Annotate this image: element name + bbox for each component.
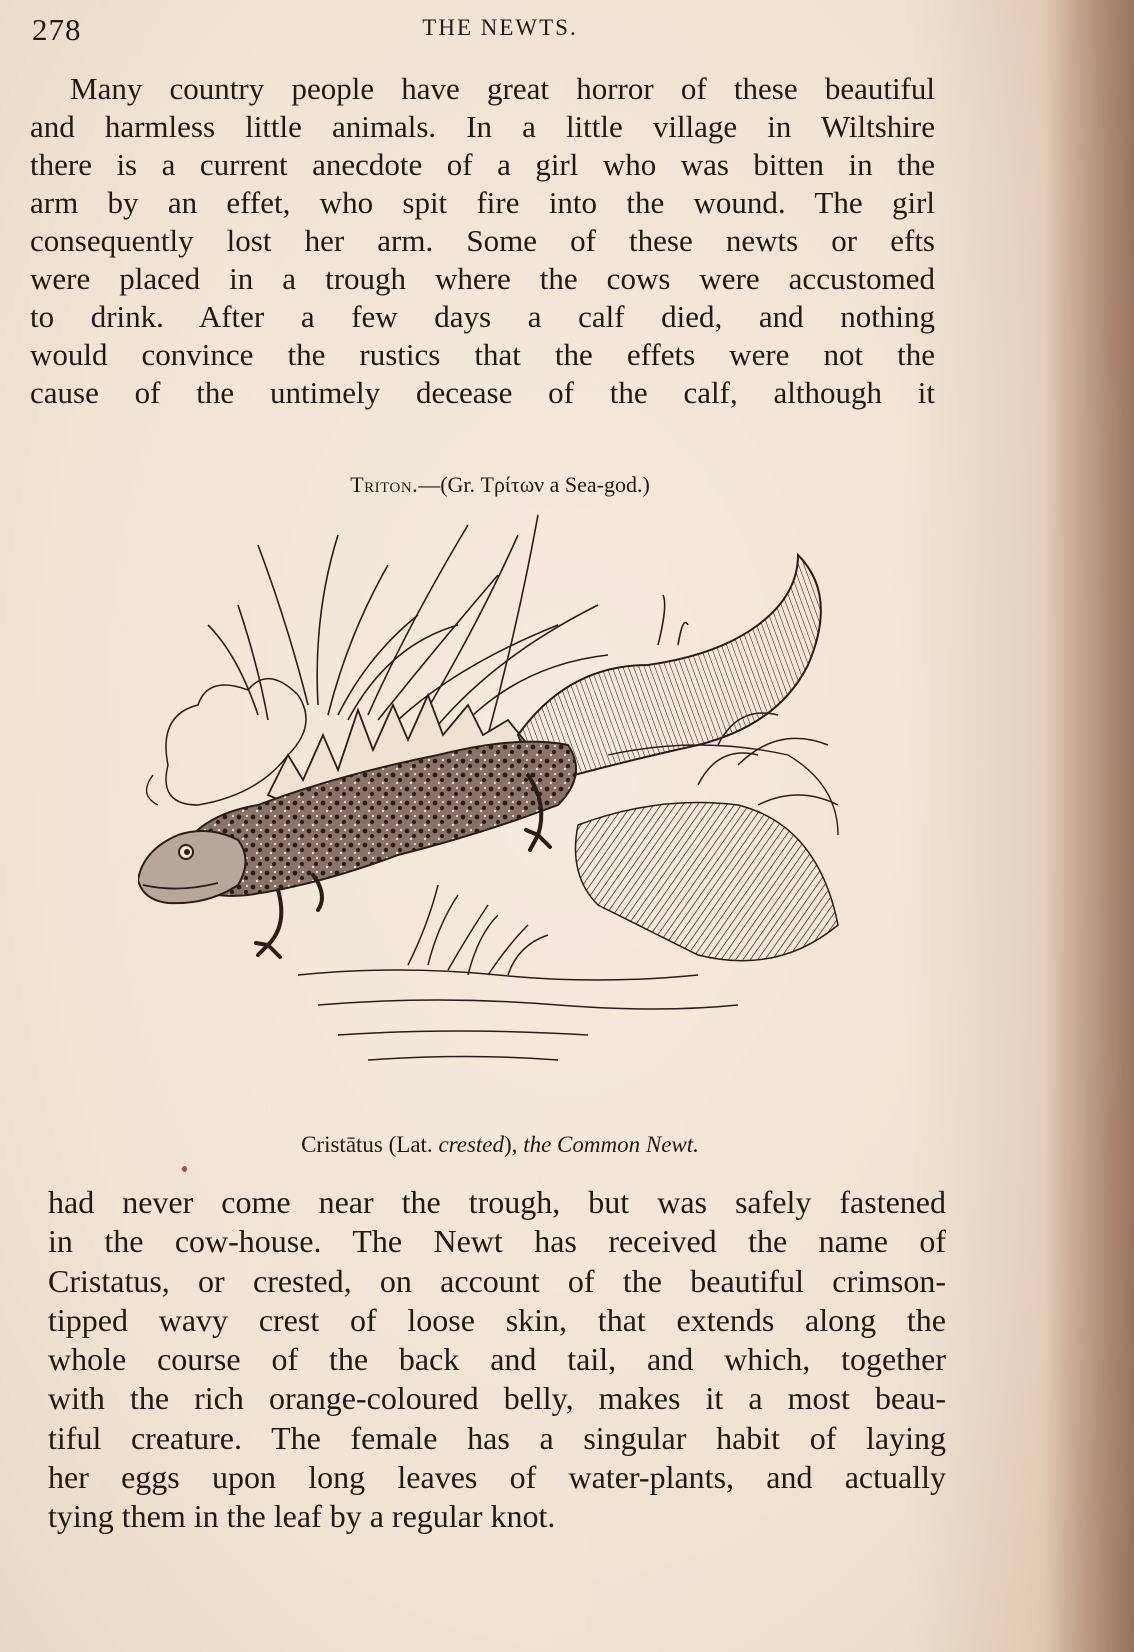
ink-spot bbox=[182, 1166, 187, 1172]
text-line: tiful creature. The female has a singular habit of laying bbox=[48, 1419, 946, 1456]
text-line: had never come near the trough, but was safely fastened bbox=[48, 1184, 946, 1220]
figure-title-gloss: —(Gr. Τρίτων a Sea-god.) bbox=[418, 472, 650, 497]
text-line: tying them in the leaf by a regular knot. bbox=[48, 1498, 556, 1535]
text-line: to drink. After a few days a calf died, and nothing bbox=[30, 299, 935, 334]
bottom-paragraph bbox=[48, 1183, 946, 1537]
figure-title bbox=[0, 472, 1000, 498]
caption-italic-common-newt: the Common Newt. bbox=[523, 1132, 699, 1157]
text-line: tipped wavy crest of loose skin, that extends along the bbox=[48, 1301, 946, 1338]
text-line: Many country people have great horror of these beautiful bbox=[70, 71, 935, 106]
page-edge-shadow bbox=[1044, 0, 1134, 1652]
text-line: and harmless little animals. In a little village in Wiltshire bbox=[30, 109, 935, 144]
text-line: would convince the rustics that the effets were not the bbox=[30, 337, 935, 372]
bank bbox=[576, 803, 839, 961]
text-line: her eggs upon long leaves of water-plants, and actually bbox=[48, 1459, 946, 1496]
text-line: consequently lost her arm. Some of these newts or efts bbox=[30, 223, 935, 258]
text-line: arm by an effet, who spit fire into the wound. The girl bbox=[30, 185, 935, 220]
text-line: in the cow-house. The Newt has received the name of bbox=[48, 1223, 946, 1260]
caption-italic-crested: crested bbox=[438, 1132, 505, 1157]
newt-front-leg bbox=[256, 890, 281, 957]
caption-text-middle: ), bbox=[504, 1132, 524, 1157]
text-line: with the rich orange-coloured belly, makes it a most beau- bbox=[48, 1380, 946, 1417]
top-paragraph bbox=[30, 70, 935, 412]
text-line: cause of the untimely decease of the calf, although it bbox=[30, 375, 935, 410]
text-line: whole course of the back and tail, and which, together bbox=[48, 1341, 946, 1378]
running-head: THE NEWTS. bbox=[422, 15, 578, 40]
text-line: Cristatus, or crested, on account of the beautiful crimson- bbox=[48, 1262, 946, 1299]
text-line: there is a current anecdote of a girl who was bitten in the bbox=[30, 147, 935, 182]
page-number: 278 bbox=[32, 12, 82, 47]
text-line: were placed in a trough where the cows were accustomed bbox=[30, 261, 935, 296]
newt-engraving bbox=[138, 505, 858, 1095]
caption-text: Cristātus (Lat. bbox=[301, 1132, 439, 1157]
figure-caption bbox=[0, 1132, 1000, 1158]
figure-title-name: Triton. bbox=[350, 472, 419, 497]
